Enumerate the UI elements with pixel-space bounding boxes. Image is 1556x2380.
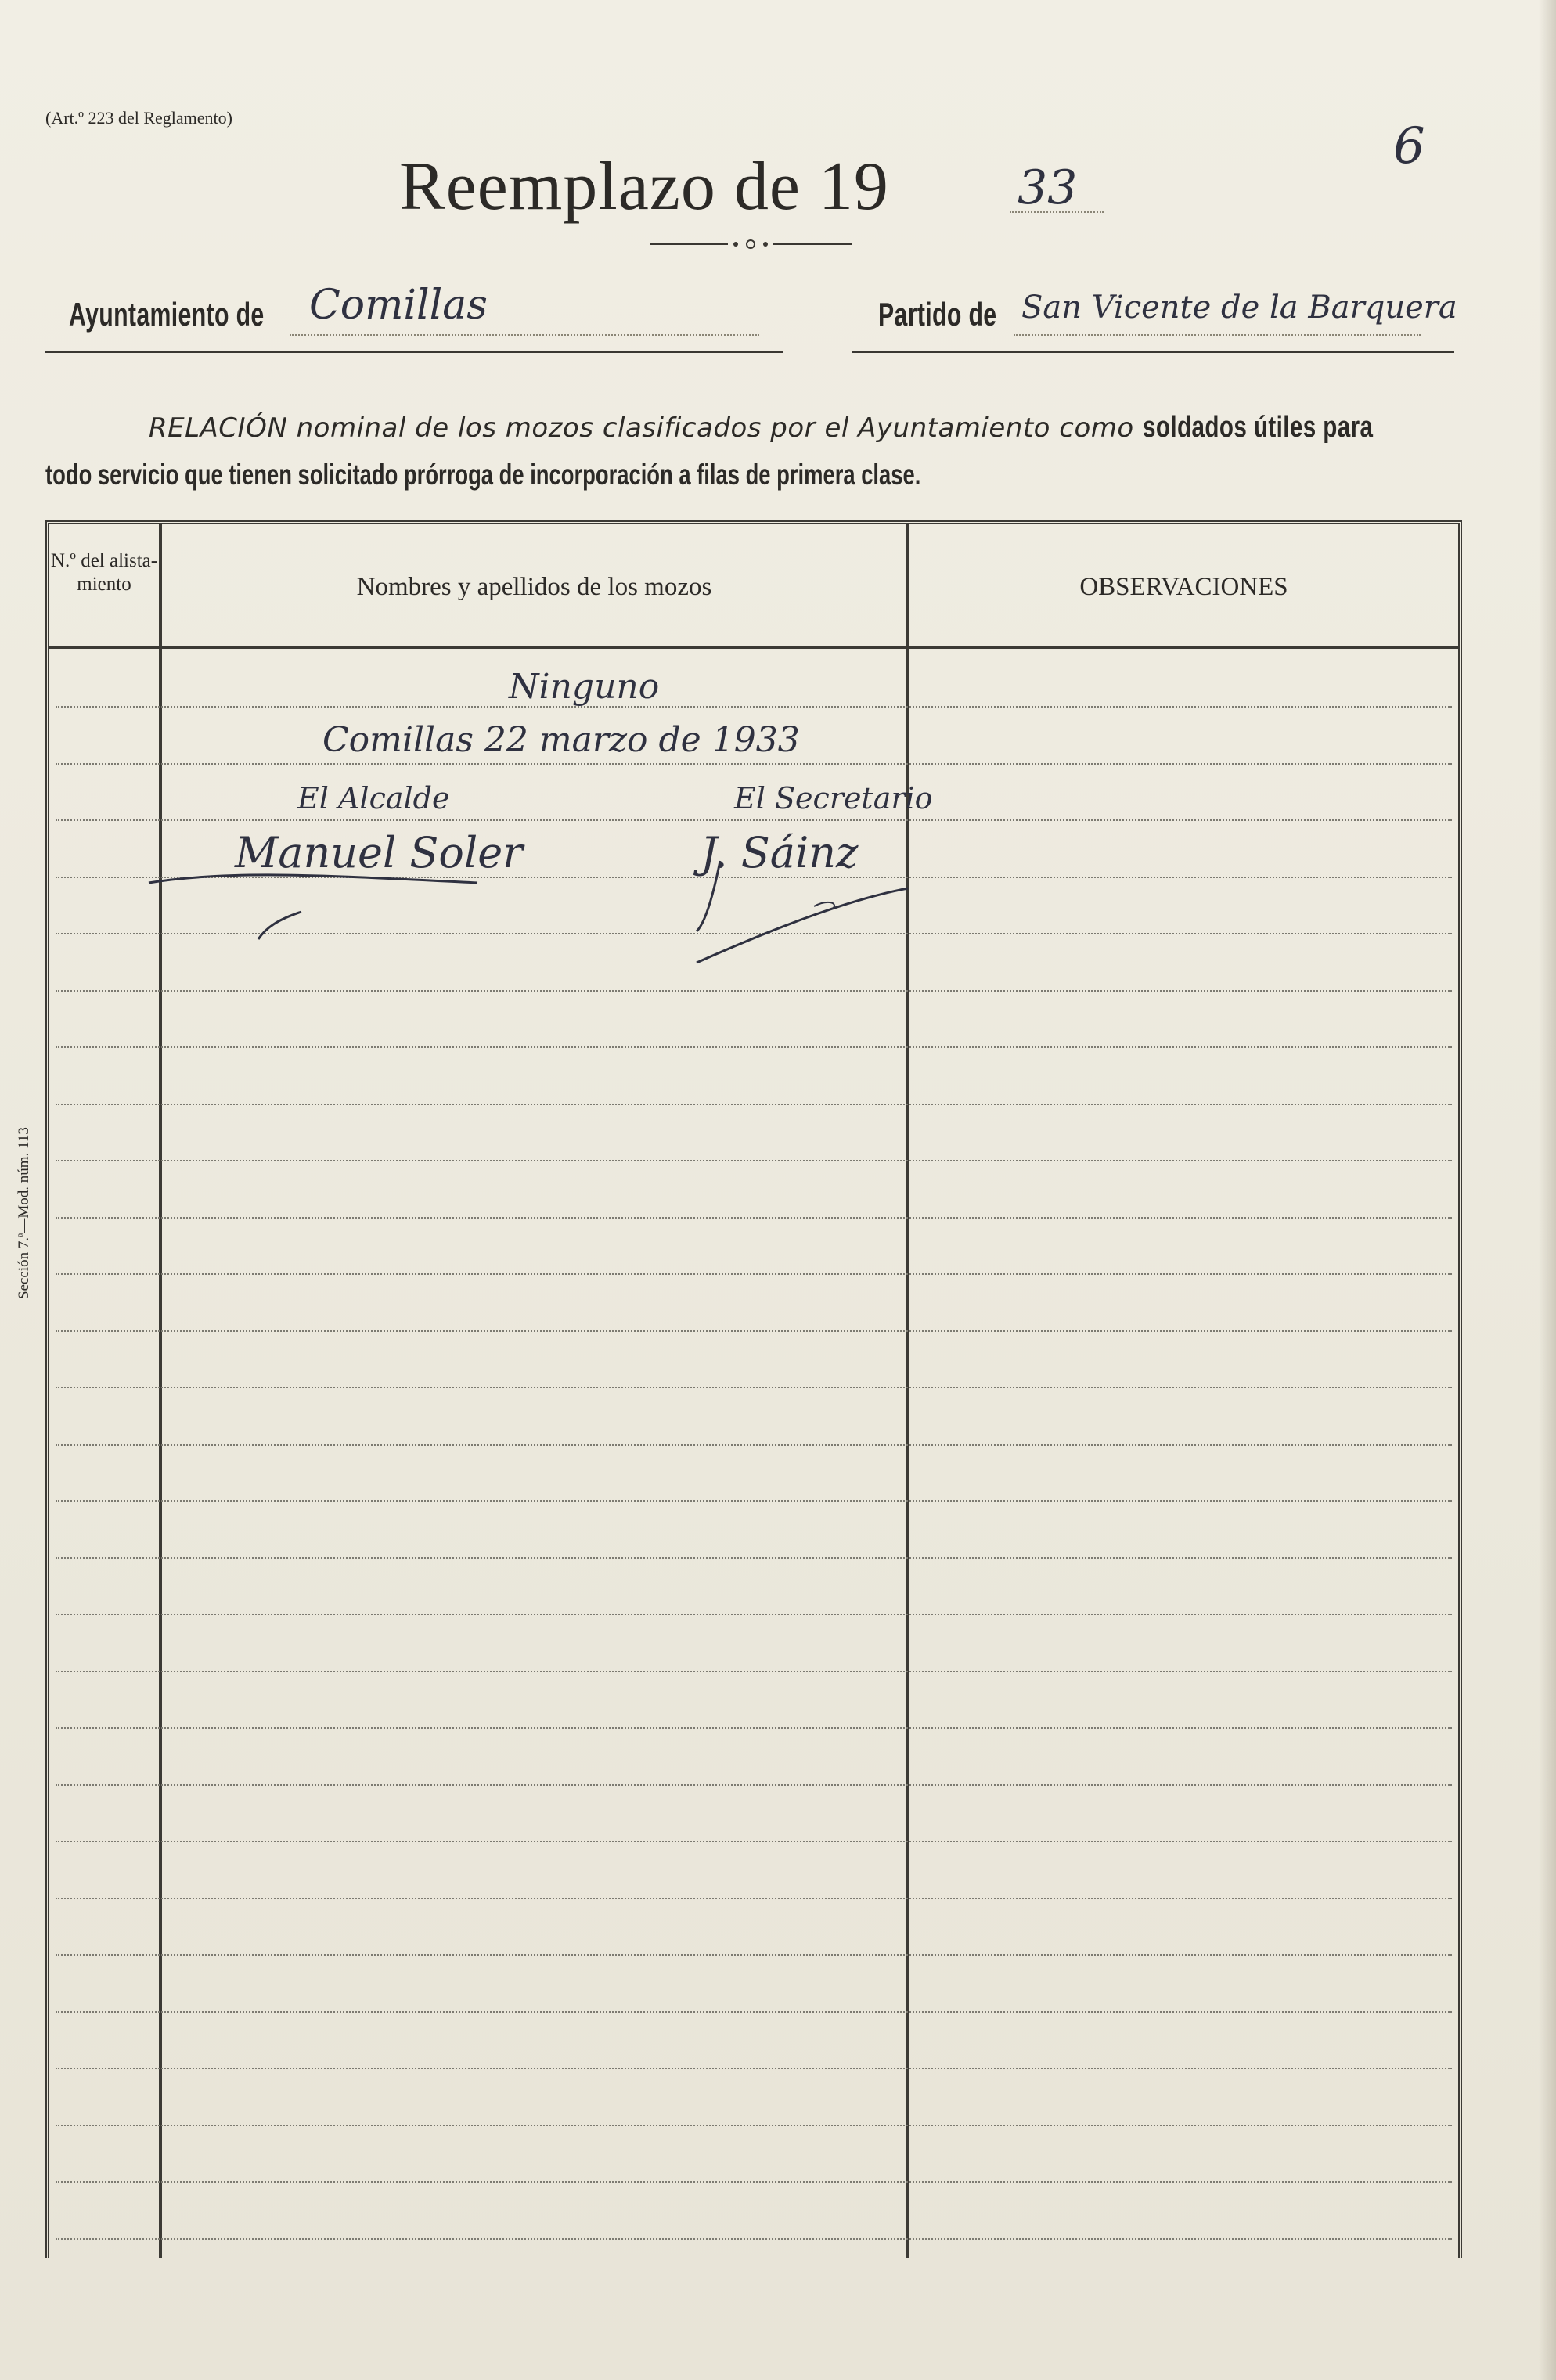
ayuntamiento-label: Ayuntamiento de	[69, 296, 265, 333]
table-row	[56, 1215, 1452, 1219]
header-names-column: Nombres y apellidos de los mozos	[356, 573, 712, 601]
table-row	[56, 2066, 1452, 2069]
table-row	[56, 762, 1452, 765]
mayor-title: El Alcalde	[297, 781, 450, 816]
handwritten-entry: Ninguno	[509, 667, 660, 707]
side-note: Sección 7.ª—Mod. núm. 113	[16, 1127, 32, 1299]
title-ornament-icon	[650, 239, 852, 250]
table-row	[56, 1839, 1452, 1842]
table-row	[56, 2180, 1452, 2183]
relacion-line-1	[149, 411, 1438, 445]
handwritten-place-date: Comillas 22 marzo de 1933	[322, 720, 800, 760]
ayuntamiento-field-line	[290, 333, 759, 336]
table-row	[56, 1896, 1452, 1899]
table-row	[56, 1953, 1452, 1956]
relacion-line-2-wrap	[45, 459, 1228, 491]
ayuntamiento-value: Comillas	[309, 282, 488, 329]
table-row	[56, 1783, 1452, 1786]
header-number-column: N.º del alista-miento	[50, 550, 158, 595]
table-row	[56, 1442, 1452, 1446]
partido-field-line	[1014, 333, 1421, 336]
table-row	[56, 1272, 1452, 1275]
partido-value: San Vicente de la Barquera	[1021, 290, 1457, 326]
table-row	[56, 1612, 1452, 1615]
partido-rule	[852, 351, 1454, 353]
partido-label: Partido de	[878, 296, 997, 333]
table-row	[56, 1102, 1452, 1105]
table-row	[56, 1726, 1452, 1729]
header-observations-column: OBSERVACIONES	[1079, 573, 1288, 601]
relacion-lead-word: RELACIÓN	[149, 412, 288, 444]
title-year-handwritten: 33	[1018, 160, 1078, 215]
title-year-line	[1010, 210, 1104, 213]
column-divider-1	[159, 524, 162, 2258]
table-row	[56, 1385, 1452, 1388]
table-row	[56, 1158, 1452, 1161]
table-row	[56, 1499, 1452, 1502]
secretary-title: El Secretario	[734, 781, 933, 816]
table-row	[56, 704, 1452, 708]
page-title: Reemplazo de 19	[399, 149, 889, 225]
table-row	[56, 2010, 1452, 2013]
table-row	[56, 2237, 1452, 2240]
table-header-rule	[49, 646, 1458, 649]
mayor-signature: Manuel Soler	[235, 828, 523, 877]
relacion-line-2: todo servicio que tienen solicitado prórroga de incorporación a filas de primera clase.	[45, 459, 921, 491]
table-row	[56, 1556, 1452, 1559]
ayuntamiento-rule	[45, 351, 783, 353]
table-row	[56, 2123, 1452, 2126]
article-reference: (Art.º 223 del Reglamento)	[45, 108, 232, 128]
secretary-signature: J. Sáinz	[701, 828, 859, 877]
relacion-italic-text: nominal de los mozos clasificados por el Ayuntamiento como	[296, 412, 1134, 444]
page-edge-shadow	[1539, 0, 1556, 2380]
table-row	[56, 1669, 1452, 1672]
secretary-signature-flourish-icon	[673, 814, 955, 970]
mayor-signature-flourish-icon	[141, 853, 689, 955]
relacion-bold-text: soldados útiles para	[1143, 411, 1374, 444]
page-number: 6	[1393, 117, 1425, 175]
table-row	[56, 1329, 1452, 1332]
table-row	[56, 1045, 1452, 1048]
table-row	[56, 988, 1452, 992]
